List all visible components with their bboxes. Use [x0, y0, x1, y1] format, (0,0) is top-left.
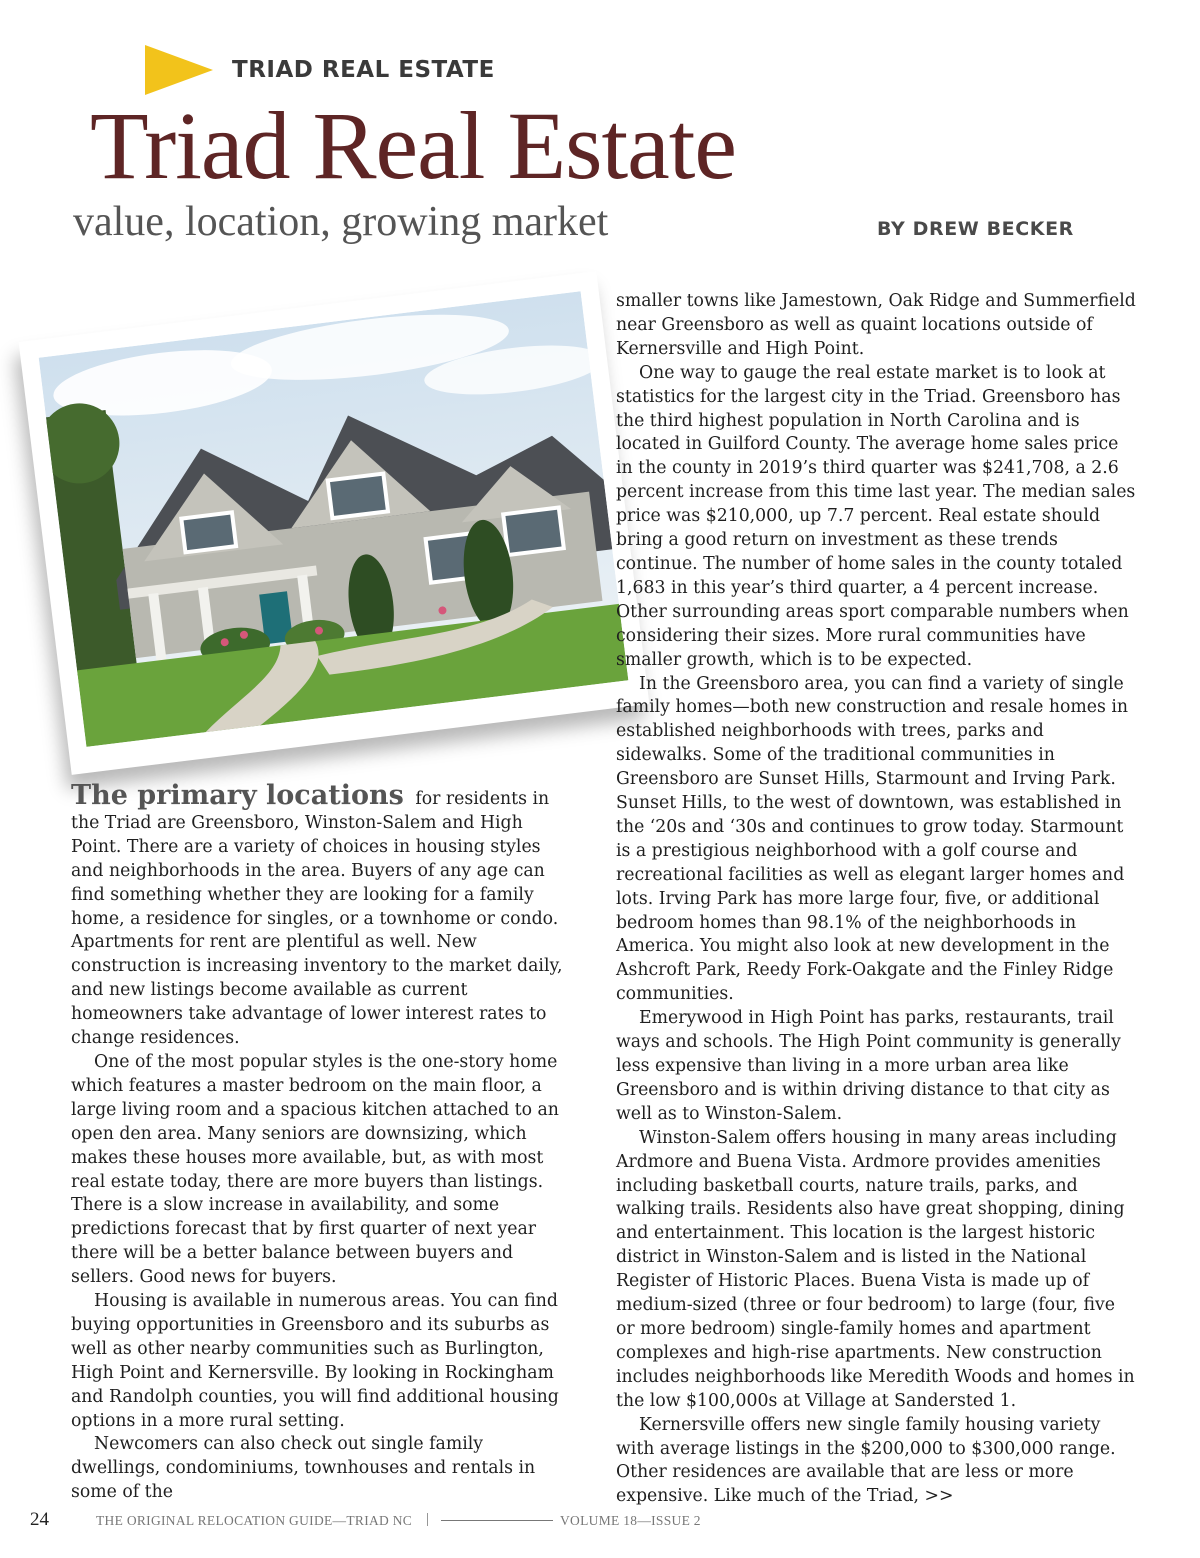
- kicker-arrow-icon: [145, 45, 213, 95]
- lead-in: The primary locations: [71, 780, 404, 811]
- article-subtitle: value, location, growing market: [73, 199, 609, 245]
- house-photo-icon: [39, 291, 629, 747]
- paragraph: Emerywood in High Point has parks, restaurants, trail ways and schools. The High Point community is generally less expensive than living in a more urban area like Greensboro and is within driving distance to that city as well as to Winston-Salem.: [616, 1008, 1121, 1124]
- lead-paragraph: [71, 780, 571, 1051]
- paragraph: Housing is available in numerous areas. You can find buying opportunities in Greensboro and its suburbs as well as other nearby communities such as Burlington, High Point and Kernersville. By looking in Rockingham and Randolph counties, you will find additional housing options in a more rural setting.: [71, 1291, 559, 1431]
- paragraph: One way to gauge the real estate market is to look at statistics for the largest city in the Triad. Greensboro has the third highest population in North Carolina and is located in Guilford County. The average home sales price in the county in 2019’s third quarter was $241,708, a 2.6 percent increase from this time last year. The median sales price was $210,000, up 7.7 percent. Real estate should bring a good return on investment as these trends continue. The number of home sales in the county totaled 1,683 in this year’s third quarter, a 4 percent increase. Other surrounding areas sport comparable numbers when considering their sizes. More rural communities have smaller growth, which is to be expected.: [616, 362, 1136, 670]
- article-byline: BY DREW BECKER: [877, 218, 1074, 240]
- paragraph: Winston-Salem offers housing in many areas including Ardmore and Buena Vista. Ardmore provides amenities including basketball courts, nature trails, parks, and walking trails. Residents also have great shopping, dining and entertainment. This location is the largest historic district in Winston-Salem and is listed in the National Register of Historic Places. Buena Vista is made up of medium-sized (three or four bedroom) to large (four, five or more bedroom) single-family homes and apartment complexes and high-rise apartments. New construction includes neighborhoods like Meredith Woods and homes in the low $100,000s at Village at Sandersted 1.: [616, 1127, 1135, 1411]
- footer-rule: [441, 1520, 553, 1521]
- footer-separator: |: [426, 1511, 430, 1527]
- paragraph-continued: smaller towns like Jamestown, Oak Ridge and Summerfield near Greensboro as well as quaint locations outside of Kernersville and High Point.: [616, 291, 1136, 359]
- paragraph: One of the most popular styles is the one-story home which features a master bedroom on the main floor, a large living room and a spacious kitchen attached to an open den area. Many seniors are downsizing, which makes these houses more available, but, as with most real estate today, there are more buyers than listings. There is a slow increase in availability, and some predictions forecast that by first quarter of next year there will be a better balance between buyers and sellers. Good news for buyers.: [71, 1051, 559, 1288]
- paragraph: In the Greensboro area, you can find a variety of single family homes—both new construction and resale homes in established neighborhoods with trees, parks and sidewalks. Some of the traditional communities in Greensboro are Sunset Hills, Starmount and Irving Park. Sunset Hills, to the west of downtown, was established in the ‘20s and ‘30s and continues to grow today. Starmount is a prestigious neighborhood with a golf course and recreational facilities as well as elegant larger homes and lots. Irving Park has more large four, five, or additional bedroom homes than 98.1% of the neighborhoods in America. You might also look at new development in the Ashcroft Park, Reedy Fork-Oakgate and the Finley Ridge communities.: [616, 673, 1129, 1005]
- left-column: [71, 780, 571, 1505]
- article-title: Triad Real Estate: [90, 92, 736, 199]
- page-number: 24: [30, 1509, 49, 1530]
- paragraph: Kernersville offers new single family housing variety with average listings in the $200,000 to $300,000 range. Other residences are available that are less or more expensive. Like much of the Triad, >>: [616, 1414, 1116, 1507]
- page-footer: [0, 1509, 1200, 1539]
- publication-name: THE ORIGINAL RELOCATION GUIDE—TRIAD NC: [96, 1513, 413, 1528]
- right-column: [616, 290, 1136, 1509]
- paragraph: Newcomers can also check out single family dwellings, condominiums, townhouses and rentals in some of the: [71, 1434, 536, 1503]
- lead-paragraph-text: for residents in the Triad are Greensboro, Winston-Salem and High Point. There are a variety of choices in housing styles and neighborhoods in the area. Buyers of any age can find something whether they are looking for a family home, a residence for singles, or a townhome or condo. Apartments for rent are plentiful as well. New construction is increasing inventory to the market daily, and new listings become available as current homeowners take advantage of lower interest rates to change residences.: [71, 789, 563, 1049]
- house-photo: [19, 271, 650, 775]
- section-kicker: TRIAD REAL ESTATE: [232, 57, 495, 83]
- volume-issue: VOLUME 18—ISSUE 2: [560, 1513, 701, 1528]
